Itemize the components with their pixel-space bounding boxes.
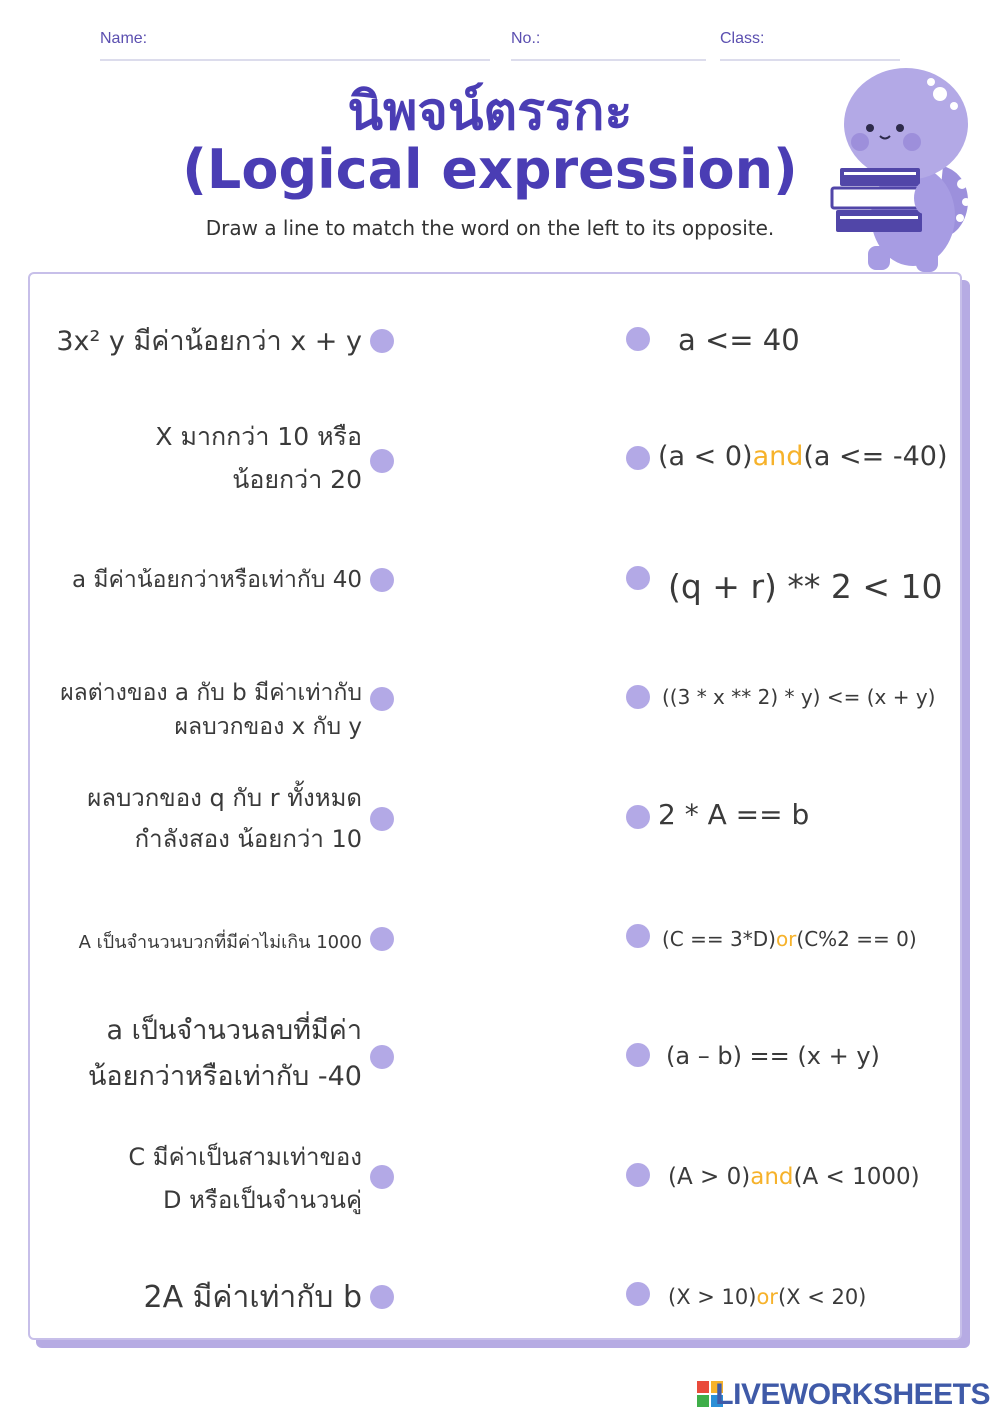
right-item-1: a <= 40 [678, 323, 800, 357]
class-label: Class: [720, 30, 765, 47]
right-item-4: ((3 * x ** 2) * y) <= (x + y) [662, 685, 936, 709]
right-item-3: (q + r) ** 2 < 10 [668, 566, 943, 606]
page-title-english: (Logical expression) [182, 138, 798, 201]
right-item-7: (a – b) == (x + y) [666, 1042, 880, 1070]
left-item-8: C มีค่าเป็นสามเท่าของ D หรือเป็นจำนวนคู่ [128, 1143, 362, 1214]
right-dot-6[interactable] [626, 924, 650, 948]
left-dot-1[interactable] [370, 329, 394, 353]
left-dot-2[interactable] [370, 449, 394, 473]
instruction-text: Draw a line to match the word on the left to its opposite. [205, 216, 775, 240]
right-item-6: (C == 3*D) or (C%2 == 0) [662, 927, 917, 951]
right-item-8: (A > 0) and (A < 1000) [668, 1164, 920, 1190]
right-dot-7[interactable] [626, 1043, 650, 1067]
left-dot-5[interactable] [370, 807, 394, 831]
left-item-1: 3x² y มีค่าน้อยกว่า x + y [56, 325, 362, 357]
right-dot-5[interactable] [626, 805, 650, 829]
left-dot-6[interactable] [370, 927, 394, 951]
left-item-4: ผลต่างของ a กับ b มีค่าเท่ากับ ผลบวกของ x กับ y [60, 680, 362, 740]
right-dot-2[interactable] [626, 446, 650, 470]
operator-and: and [750, 1164, 794, 1190]
class-line[interactable] [720, 59, 900, 61]
right-dot-8[interactable] [626, 1163, 650, 1187]
left-dot-3[interactable] [370, 568, 394, 592]
left-dot-8[interactable] [370, 1165, 394, 1189]
liveworksheets-logo[interactable]: LIVEWORKSHEETS [715, 1378, 990, 1411]
operator-or: or [775, 927, 797, 951]
left-item-5: ผลบวกของ q กับ r ทั้งหมด กำลังสอง น้อยกว่า 10 [87, 784, 362, 853]
name-line[interactable] [100, 59, 490, 61]
left-item-6: A เป็นจำนวนบวกที่มีค่าไม่เกิน 1000 [78, 931, 362, 953]
dinosaur-with-books-illustration [828, 66, 976, 276]
number-line[interactable] [511, 59, 706, 61]
right-dot-4[interactable] [626, 685, 650, 709]
number-label: No.: [511, 30, 541, 47]
left-dot-4[interactable] [370, 687, 394, 711]
left-item-7: a เป็นจำนวนลบที่มีค่า น้อยกว่าหรือเท่ากับ -40 [87, 1015, 362, 1092]
operator-or: or [756, 1285, 778, 1309]
left-dot-7[interactable] [370, 1045, 394, 1069]
right-item-5: 2 * A == b [658, 797, 810, 831]
right-item-9: (X > 10) or (X < 20) [668, 1285, 867, 1309]
left-item-9: 2A มีค่าเท่ากับ b [143, 1279, 362, 1315]
page-title-thai: นิพจน์ตรรกะ [347, 82, 633, 142]
right-dot-9[interactable] [626, 1282, 650, 1306]
right-item-2: (a < 0) and (a <= -40) [658, 440, 948, 472]
left-item-3: a มีค่าน้อยกว่าหรือเท่ากับ 40 [71, 567, 362, 593]
operator-and: and [752, 440, 804, 472]
left-dot-9[interactable] [370, 1285, 394, 1309]
left-item-2: X มากกว่า 10 หรือ น้อยกว่า 20 [155, 422, 362, 494]
right-dot-1[interactable] [626, 327, 650, 351]
right-dot-3[interactable] [626, 566, 650, 590]
name-label: Name: [100, 30, 148, 47]
